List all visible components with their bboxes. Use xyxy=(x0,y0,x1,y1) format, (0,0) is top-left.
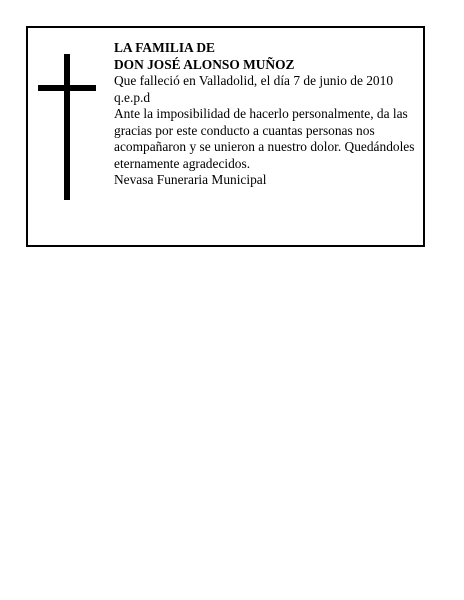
cross-vertical-bar xyxy=(64,54,70,200)
qepd-line: q.e.p.d xyxy=(114,89,151,105)
funeral-home: Nevasa Funeraria Municipal xyxy=(114,172,267,187)
cross-icon xyxy=(38,54,96,200)
obituary-notice xyxy=(26,26,425,247)
thanks-paragraph: Ante la imposibilidad de hacerlo personalmente, da las gracias por este conducto a cuantas personas nos acompañaron y se unieron a nuestro dolor. Quedándoles eternamente agradecidos. xyxy=(114,106,415,171)
heading-line-1: LA FAMILIA DE xyxy=(114,40,215,55)
heading-line-2: DON JOSÉ ALONSO MUÑOZ xyxy=(114,56,295,72)
death-line: Que falleció en Valladolid, el día 7 de junio de 2010 xyxy=(114,73,394,88)
notice-text xyxy=(114,40,424,189)
cross-horizontal-bar xyxy=(38,85,96,91)
